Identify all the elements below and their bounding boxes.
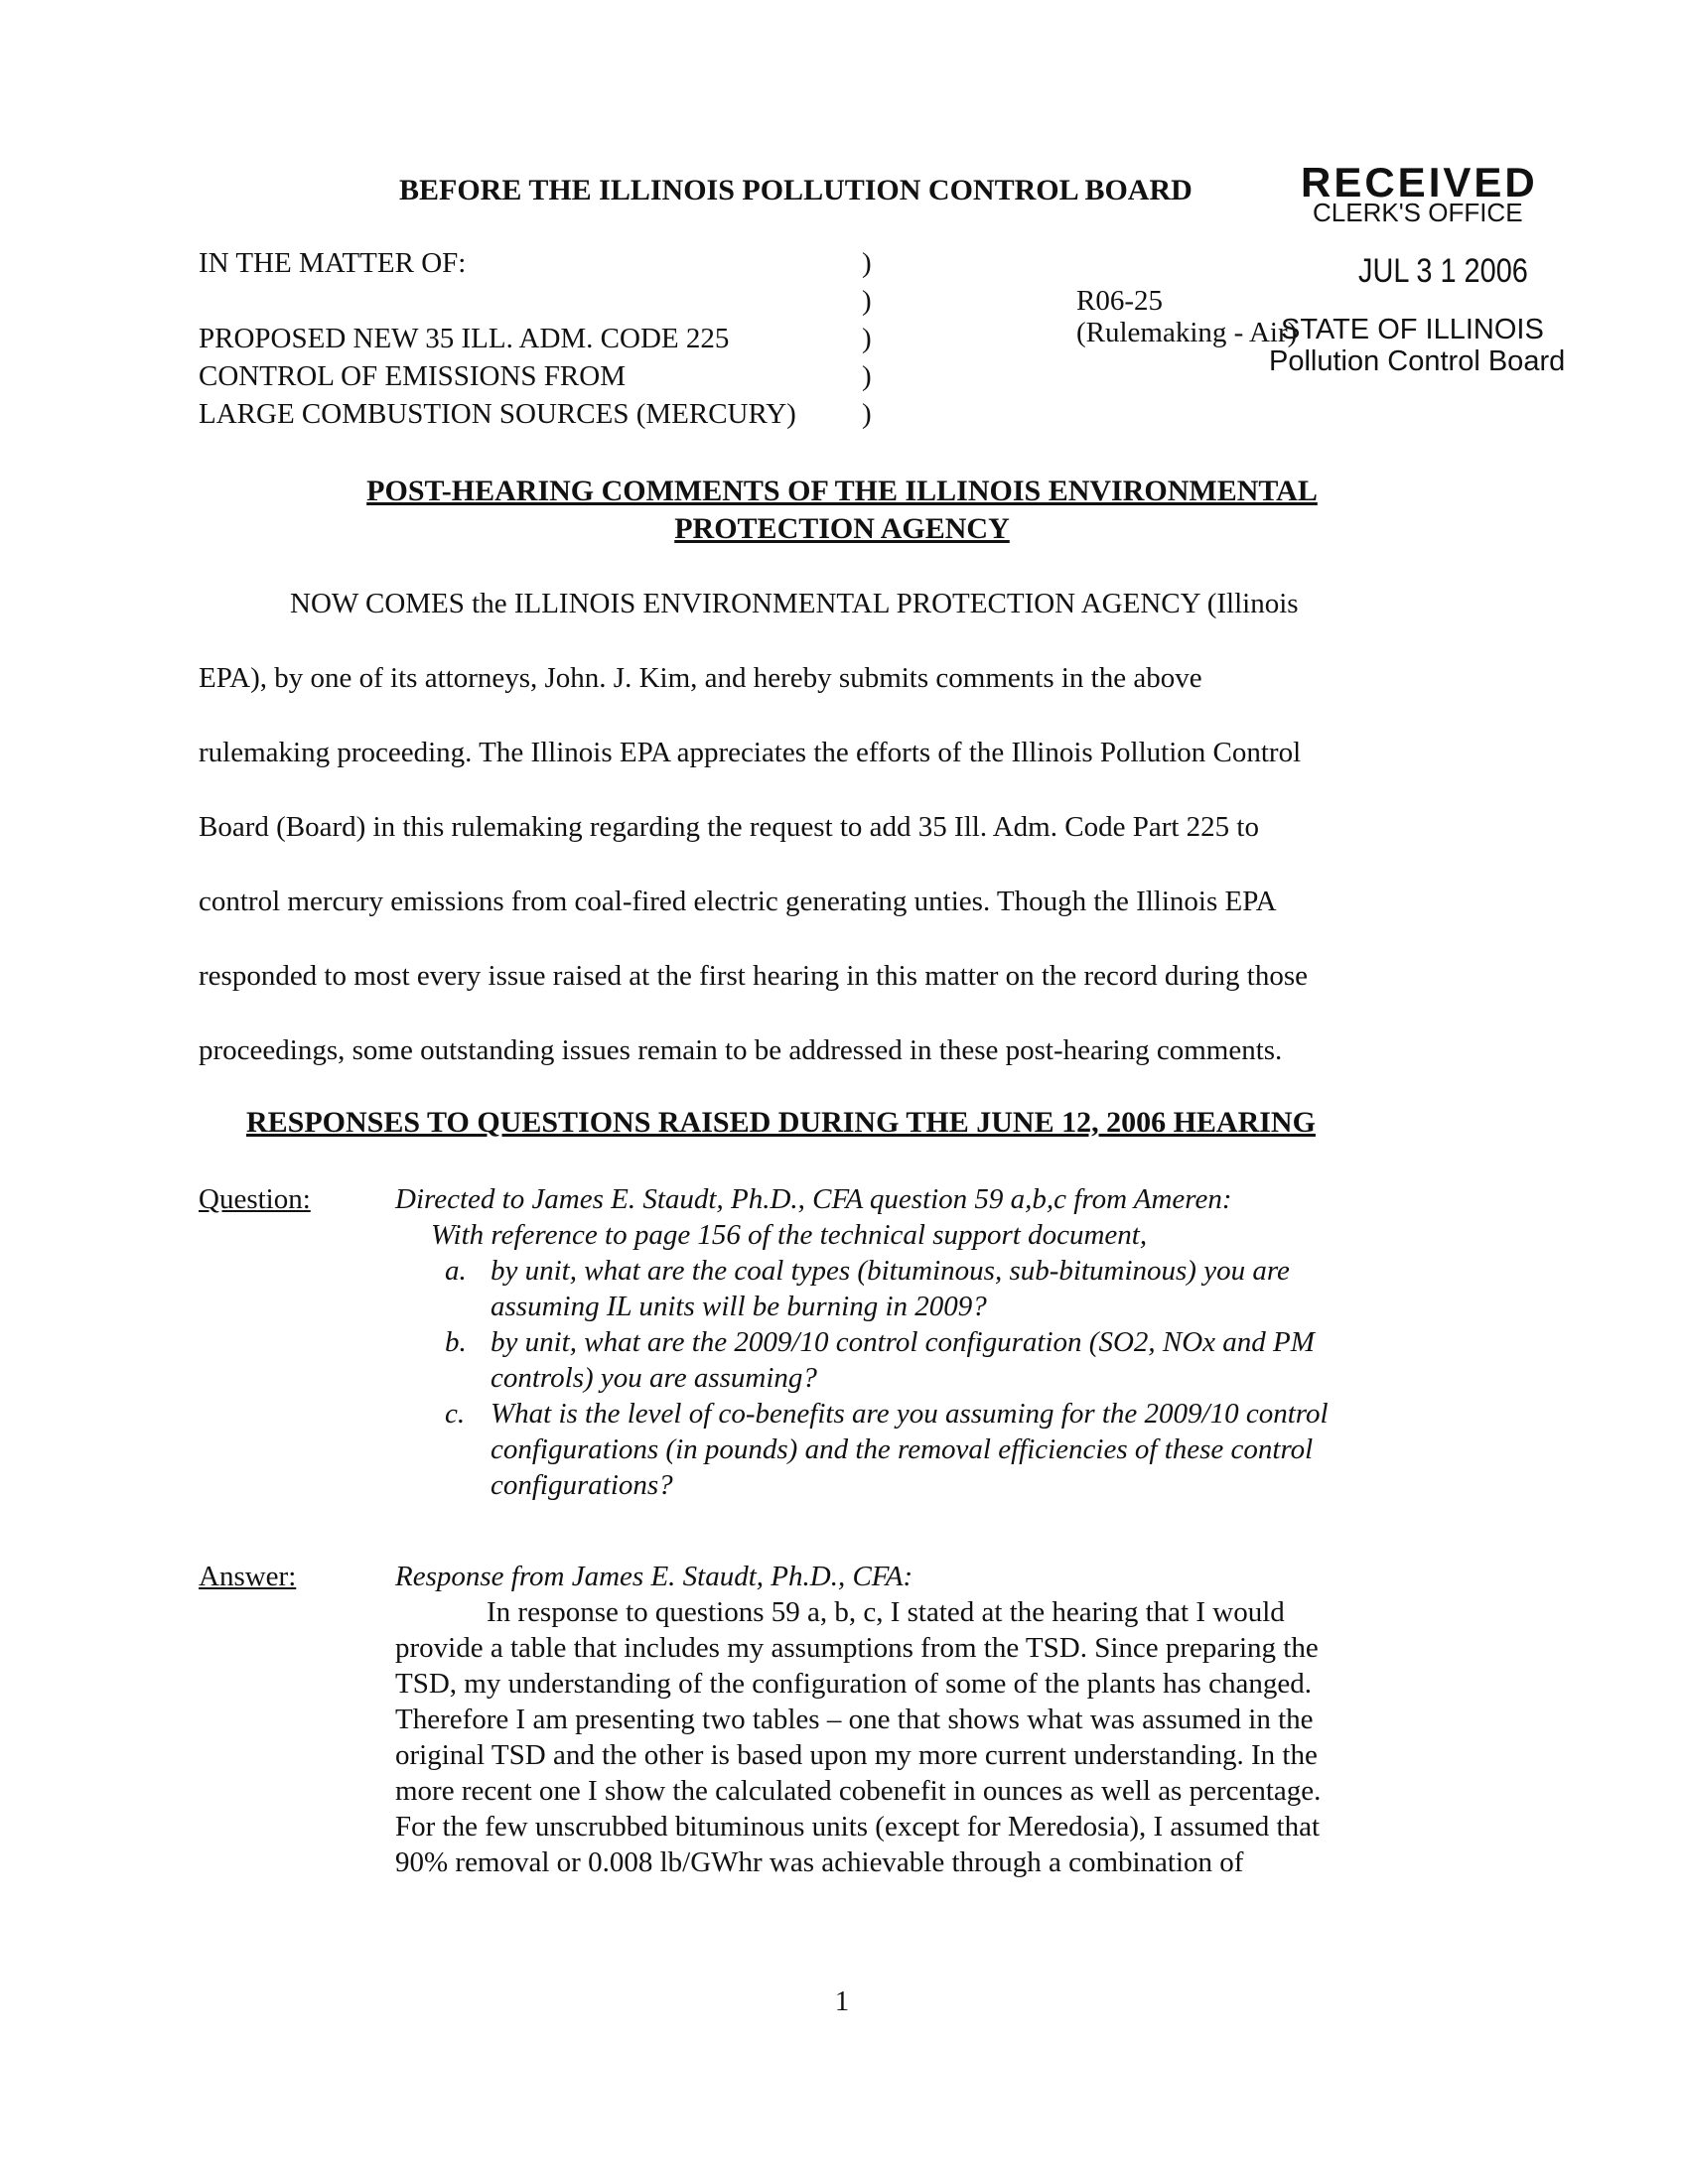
document-title-line: PROTECTION AGENCY: [674, 512, 1010, 545]
intro-line: proceedings, some outstanding issues remain to be addressed in these post-hearing comments.: [199, 1034, 1283, 1066]
intro-line: Board (Board) in this rulemaking regarding the request to add 35 Ill. Adm. Code Part 225 to: [199, 811, 1259, 843]
document-title: [199, 473, 1485, 548]
item-line: assuming IL units will be burning in 2009?: [491, 1291, 987, 1322]
intro-line: NOW COMES the ILLINOIS ENVIRONMENTAL PROTECTION AGENCY (Illinois: [290, 588, 1299, 619]
caption-parens: [862, 244, 872, 433]
answer-line: original TSD and the other is based upon my more current understanding. In the: [395, 1739, 1318, 1771]
stamp-clerks-office: CLERK'S OFFICE: [1313, 198, 1523, 227]
answer-line: 90% removal or 0.008 lb/GWhr was achievable through a combination of: [395, 1846, 1244, 1878]
answer-line: In response to questions 59 a, b, c, I stated at the hearing that I would: [487, 1596, 1285, 1628]
answer-line: Therefore I am presenting two tables – one that shows what was assumed in the: [395, 1704, 1314, 1735]
stamp-received: RECEIVED: [1301, 159, 1538, 205]
question-label: Question:: [199, 1183, 311, 1215]
caption-paren: ): [862, 285, 872, 317]
intro-line: responded to most every issue raised at the first hearing in this matter on the record during those: [199, 960, 1309, 992]
item-marker: b.: [445, 1326, 467, 1358]
item-line: configurations?: [491, 1469, 673, 1501]
item-line: controls) you are assuming?: [491, 1362, 817, 1394]
caption-line: [199, 282, 796, 320]
answer-line: TSD, my understanding of the configuration of some of the plants has changed.: [395, 1668, 1312, 1700]
intro-line: EPA), by one of its attorneys, John. J. Kim, and hereby submits comments in the above: [199, 662, 1202, 694]
item-line: by unit, what are the 2009/10 control configuration (SO2, NOx and PM: [491, 1326, 1315, 1358]
stamp-state: STATE OF ILLINOIS: [1281, 314, 1544, 345]
question-item: [445, 1253, 1329, 1324]
answer-line: For the few unscrubbed bituminous units (except for Meredosia), I assumed that: [395, 1811, 1321, 1843]
answer-line: provide a table that includes my assumptions from the TSD. Since preparing the: [395, 1632, 1319, 1664]
stamp-board: Pollution Control Board: [1269, 345, 1566, 377]
caption-paren: ): [862, 398, 872, 430]
answer-line: more recent one I show the calculated cobenefit in ounces as well as percentage.: [395, 1775, 1322, 1807]
item-line: configurations (in pounds) and the removal efficiencies of these control: [491, 1433, 1314, 1465]
section-heading: RESPONSES TO QUESTIONS RAISED DURING THE JUNE 12, 2006 HEARING: [246, 1106, 1316, 1139]
answer-label: Answer:: [199, 1561, 297, 1592]
question-item: [445, 1324, 1329, 1396]
case-caption: [199, 244, 796, 433]
caption-line: CONTROL OF EMISSIONS FROM: [199, 360, 626, 392]
docket-number: R06-25: [1076, 285, 1163, 317]
answer-text: [395, 1559, 1321, 1880]
caption-paren: ): [862, 247, 872, 279]
intro-line: control mercury emissions from coal-fired electric generating unties. Though the Illinois EPA: [199, 886, 1277, 917]
intro-line: rulemaking proceeding. The Illinois EPA appreciates the efforts of the Illinois Pollution Control: [199, 737, 1302, 768]
item-marker: c.: [445, 1398, 466, 1430]
answer-heading: Response from James E. Staudt, Ph.D., CFA:: [395, 1561, 913, 1592]
document-title-line: POST-HEARING COMMENTS OF THE ILLINOIS ENVIRONMENTAL: [366, 475, 1318, 507]
board-title: BEFORE THE ILLINOIS POLLUTION CONTROL BOARD: [399, 174, 1193, 206]
stamp-date: JUL 3 1 2006: [1358, 252, 1528, 290]
caption-line: LARGE COMBUSTION SOURCES (MERCURY): [199, 398, 796, 430]
caption-line: PROPOSED NEW 35 ILL. ADM. CODE 225: [199, 323, 730, 354]
caption-line: IN THE MATTER OF:: [199, 247, 467, 279]
question-intro-line: Directed to James E. Staudt, Ph.D., CFA question 59 a,b,c from Ameren:: [395, 1183, 1232, 1215]
caption-paren: ): [862, 360, 872, 392]
item-line: What is the level of co-benefits are you assuming for the 2009/10 control: [491, 1398, 1329, 1430]
rulemaking-type: (Rulemaking - Air): [1076, 317, 1298, 348]
item-line: by unit, what are the coal types (bituminous, sub-bituminous) you are: [491, 1255, 1290, 1287]
question-text: [395, 1181, 1232, 1253]
caption-paren: ): [862, 323, 872, 354]
question-item: [445, 1396, 1329, 1503]
page-number: 1: [834, 1985, 850, 2017]
item-marker: a.: [445, 1255, 467, 1287]
question-items: [445, 1253, 1329, 1503]
question-intro-line: With reference to page 156 of the technical support document,: [431, 1219, 1148, 1251]
